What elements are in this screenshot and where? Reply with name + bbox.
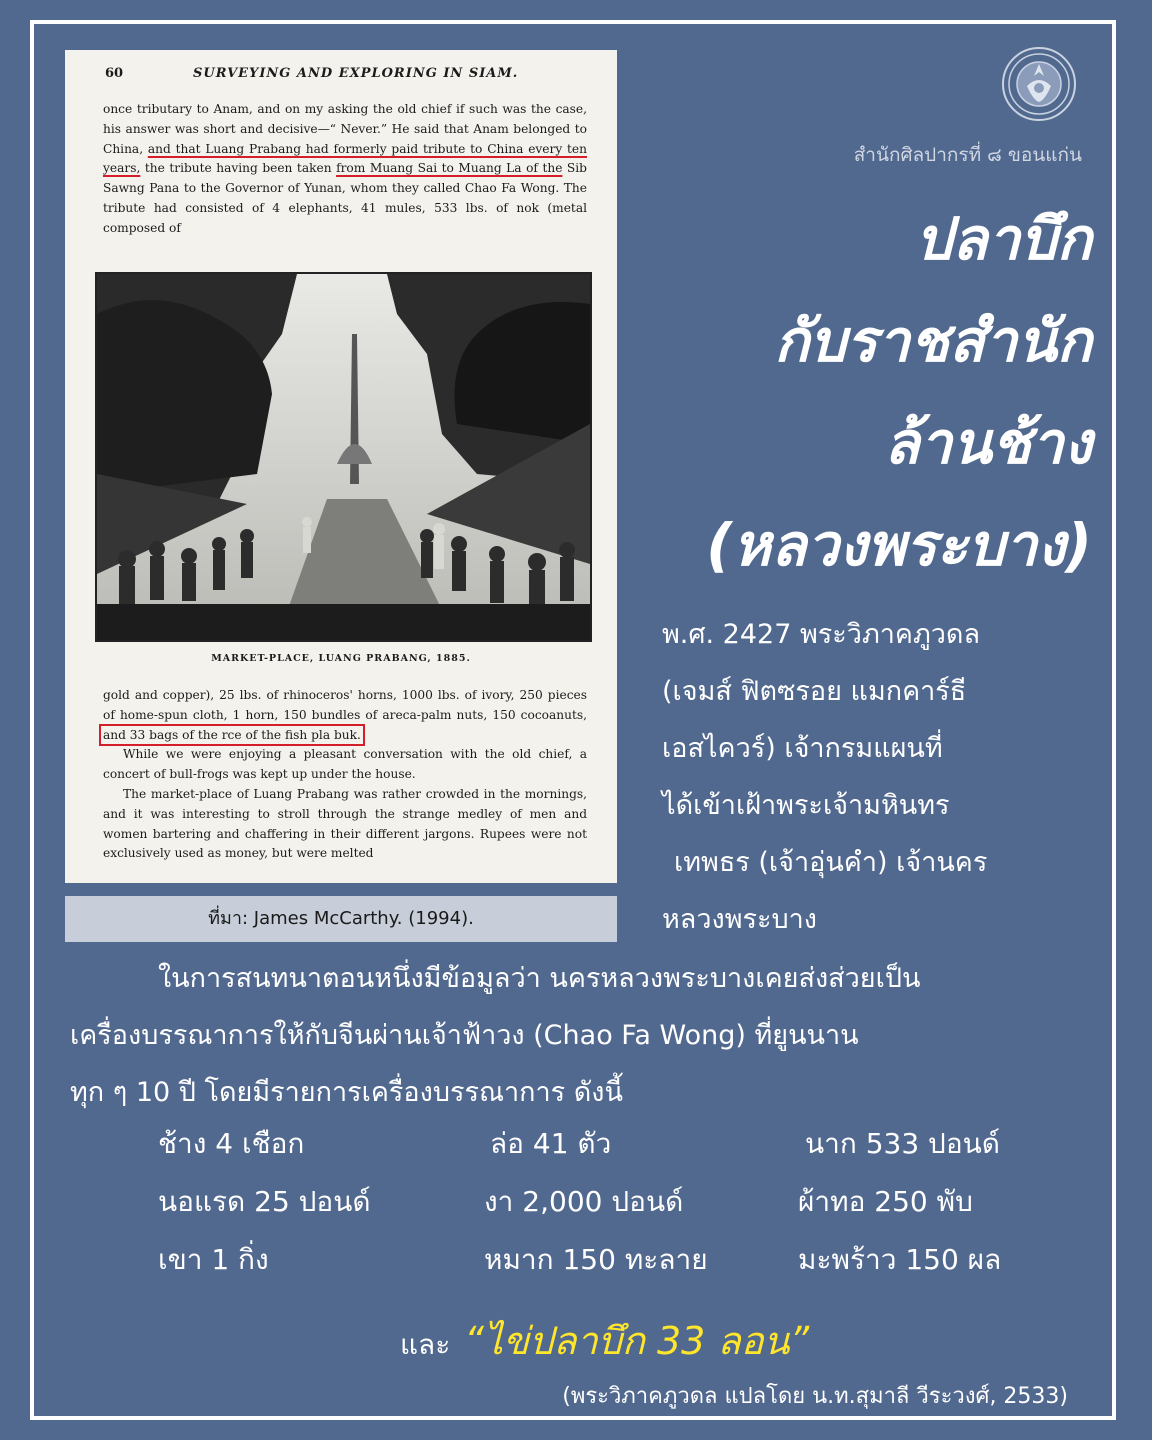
catfish-roe-highlight: “ไข่ปลาบึก 33 ลอน”: [464, 1319, 810, 1363]
tribute-item: ผ้าทอ 250 พับ: [798, 1185, 973, 1218]
book-running-title: SURVEYING AND EXPLORING IN SIAM.: [193, 66, 519, 81]
photo-caption: MARKET-PLACE, LUANG PRABANG, 1885.: [211, 653, 471, 664]
source-caption: ที่มา: James McCarthy. (1994).: [65, 896, 617, 942]
tribute-item: นาก 533 ปอนด์: [805, 1127, 1000, 1160]
tribute-item: ล่อ 41 ตัว: [490, 1127, 612, 1160]
office-name: สำนักศิลปากรที่ ๘ ขอนแก่น: [853, 144, 1082, 166]
book-bottom-text: [103, 686, 587, 864]
intro-line: หลวงพระบาง: [662, 904, 817, 935]
intro-line: ได้เข้าเฝ้าพระเจ้ามหินทร: [662, 790, 950, 821]
tribute-item: งา 2,000 ปอนด์: [484, 1185, 684, 1218]
book-text-segment: gold and copper), 25 lbs. of rhinoceros' horns, 1000 lbs. of ivory, 250 pieces of home-spun cloth, 1 horn, 150 bundles of areca-palm nuts, 150 cocoanuts,: [103, 688, 587, 722]
body-line: ทุก ๆ 10 ปี โดยมีรายการเครื่องบรรณาการ ดังนี้: [70, 1077, 623, 1108]
tribute-item: มะพร้าว 150 ผล: [798, 1243, 1002, 1276]
book-paragraph: The market-place of Luang Prabang was rather crowded in the mornings, and it was interesting to stroll through the strange medley of men and women bartering and chaffering in their different jargons. Rupees were not exclusively used as money, but were melted: [103, 786, 587, 861]
body-line: ในการสนทนาตอนหนึ่งมีข้อมูลว่า นครหลวงพระบางเคยส่งส่วยเป็น: [158, 963, 921, 994]
fine-arts-seal-icon: [1001, 46, 1077, 122]
tribute-item: หมาก 150 ทะลาย: [484, 1243, 708, 1276]
book-text-segment: the tribute having been taken: [140, 161, 337, 176]
title-line-2: กับราชสำนัก: [774, 307, 1092, 375]
intro-paragraph: [662, 606, 1102, 948]
market-place-photo: [95, 272, 592, 642]
red-underlined-text-2: from Muang Sai to Muang La of the: [336, 161, 563, 176]
intro-line: เทพธร (เจ้าอุ่นคำ) เจ้านคร: [674, 847, 988, 878]
book-page-number: 60: [105, 66, 124, 81]
and-word: และ: [400, 1328, 451, 1361]
tribute-item: นอแรด 25 ปอนด์: [158, 1185, 371, 1218]
red-underlined-text: and that Luang Prabang had formerly paid tribute to China every ten years,: [103, 141, 587, 176]
book-top-text: [103, 100, 587, 239]
red-boxed-text: and 33 bags of the rce of the fish pla buk.: [103, 727, 361, 742]
title-line-1: ปลาบึก: [915, 205, 1092, 273]
tribute-item: ช้าง 4 เชือก: [158, 1127, 305, 1160]
tribute-item: เขา 1 กิ่ง: [158, 1243, 269, 1276]
highlight-line: [400, 1310, 809, 1371]
title-line-3: ล้านช้าง: [883, 409, 1092, 477]
market-photo-illustration: [97, 274, 590, 640]
book-text-segment: once tributary to Anam, and on my asking the old chief if such was the case, his answer was short and decisive—“ Never.” He said that Anam belonged to China,: [103, 102, 587, 156]
body-line: เครื่องบรรณาการให้กับจีนผ่านเจ้าฟ้าวง (Chao Fa Wong) ที่ยูนนาน: [70, 1020, 859, 1051]
translation-credit: (พระวิภาคภูวดล แปลโดย น.ท.สุมาลี วีระวงศ์, 2533): [562, 1384, 1068, 1409]
book-page-scan: [65, 50, 617, 883]
body-paragraph: [70, 950, 1080, 1121]
intro-line: พ.ศ. 2427 พระวิภาคภูวดล: [662, 619, 981, 650]
intro-line: เอสไควร์) เจ้ากรมแผนที่: [662, 733, 943, 764]
intro-line: (เจมส์ ฟิตซรอย แมกคาร์ธี: [662, 676, 967, 707]
book-paragraph: While we were enjoying a pleasant conversation with the old chief, a concert of bull-frogs was kept up under the house.: [103, 747, 587, 782]
book-text-segment: Sib Sawng Pana to the Governor of Yunan, whom they called Chao Fa Wong. The tribute had consisted of 4 elephants, 41 mules, 533 lbs. of nok (metal composed of: [103, 161, 587, 235]
title-line-4: (หลวงพระบาง): [706, 511, 1092, 579]
